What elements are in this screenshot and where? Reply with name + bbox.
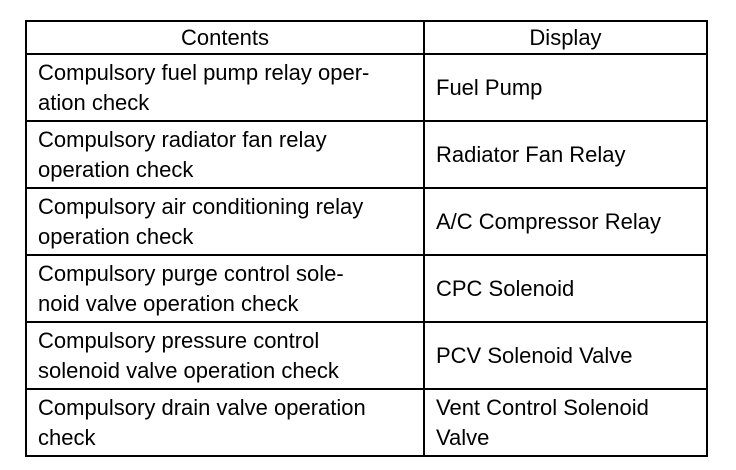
row-contents-cell	[26, 188, 424, 255]
row-display-cell	[424, 121, 707, 188]
contents-text: Compulsory pressure control solenoid valve operation check	[38, 327, 339, 383]
row-display-cell	[424, 188, 707, 255]
header-display: Display	[424, 21, 707, 54]
row-contents-cell	[26, 255, 424, 322]
table-row	[26, 255, 707, 322]
display-text: A/C Compressor Relay	[436, 208, 661, 234]
display-text: CPC Solenoid	[436, 275, 575, 301]
table-header-row	[26, 21, 707, 54]
table-row	[26, 121, 707, 188]
contents-text: Compulsory purge control sole- noid valve operation check	[38, 260, 344, 316]
table-row	[26, 188, 707, 255]
display-text: Radiator Fan Relay	[436, 141, 626, 167]
table-row	[26, 54, 707, 121]
table-row	[26, 389, 707, 456]
row-contents-cell	[26, 121, 424, 188]
row-contents-cell	[26, 322, 424, 389]
header-contents: Contents	[26, 21, 424, 54]
display-text: PCV Solenoid Valve	[436, 342, 633, 368]
row-contents-cell	[26, 54, 424, 121]
contents-text: Compulsory radiator fan relay operation check	[38, 126, 327, 182]
table-row	[26, 322, 707, 389]
compulsory-operation-check-table	[25, 20, 708, 457]
row-contents-cell	[26, 389, 424, 456]
contents-text: Compulsory air conditioning relay operation check	[38, 193, 364, 249]
contents-text: Compulsory fuel pump relay oper- ation check	[38, 59, 370, 115]
display-text: Fuel Pump	[436, 74, 543, 100]
contents-text: Compulsory drain valve operation check	[38, 394, 366, 450]
row-display-cell	[424, 54, 707, 121]
row-display-cell	[424, 255, 707, 322]
row-display-cell	[424, 389, 707, 456]
display-text: Vent Control Solenoid Valve	[436, 394, 649, 450]
row-display-cell	[424, 322, 707, 389]
